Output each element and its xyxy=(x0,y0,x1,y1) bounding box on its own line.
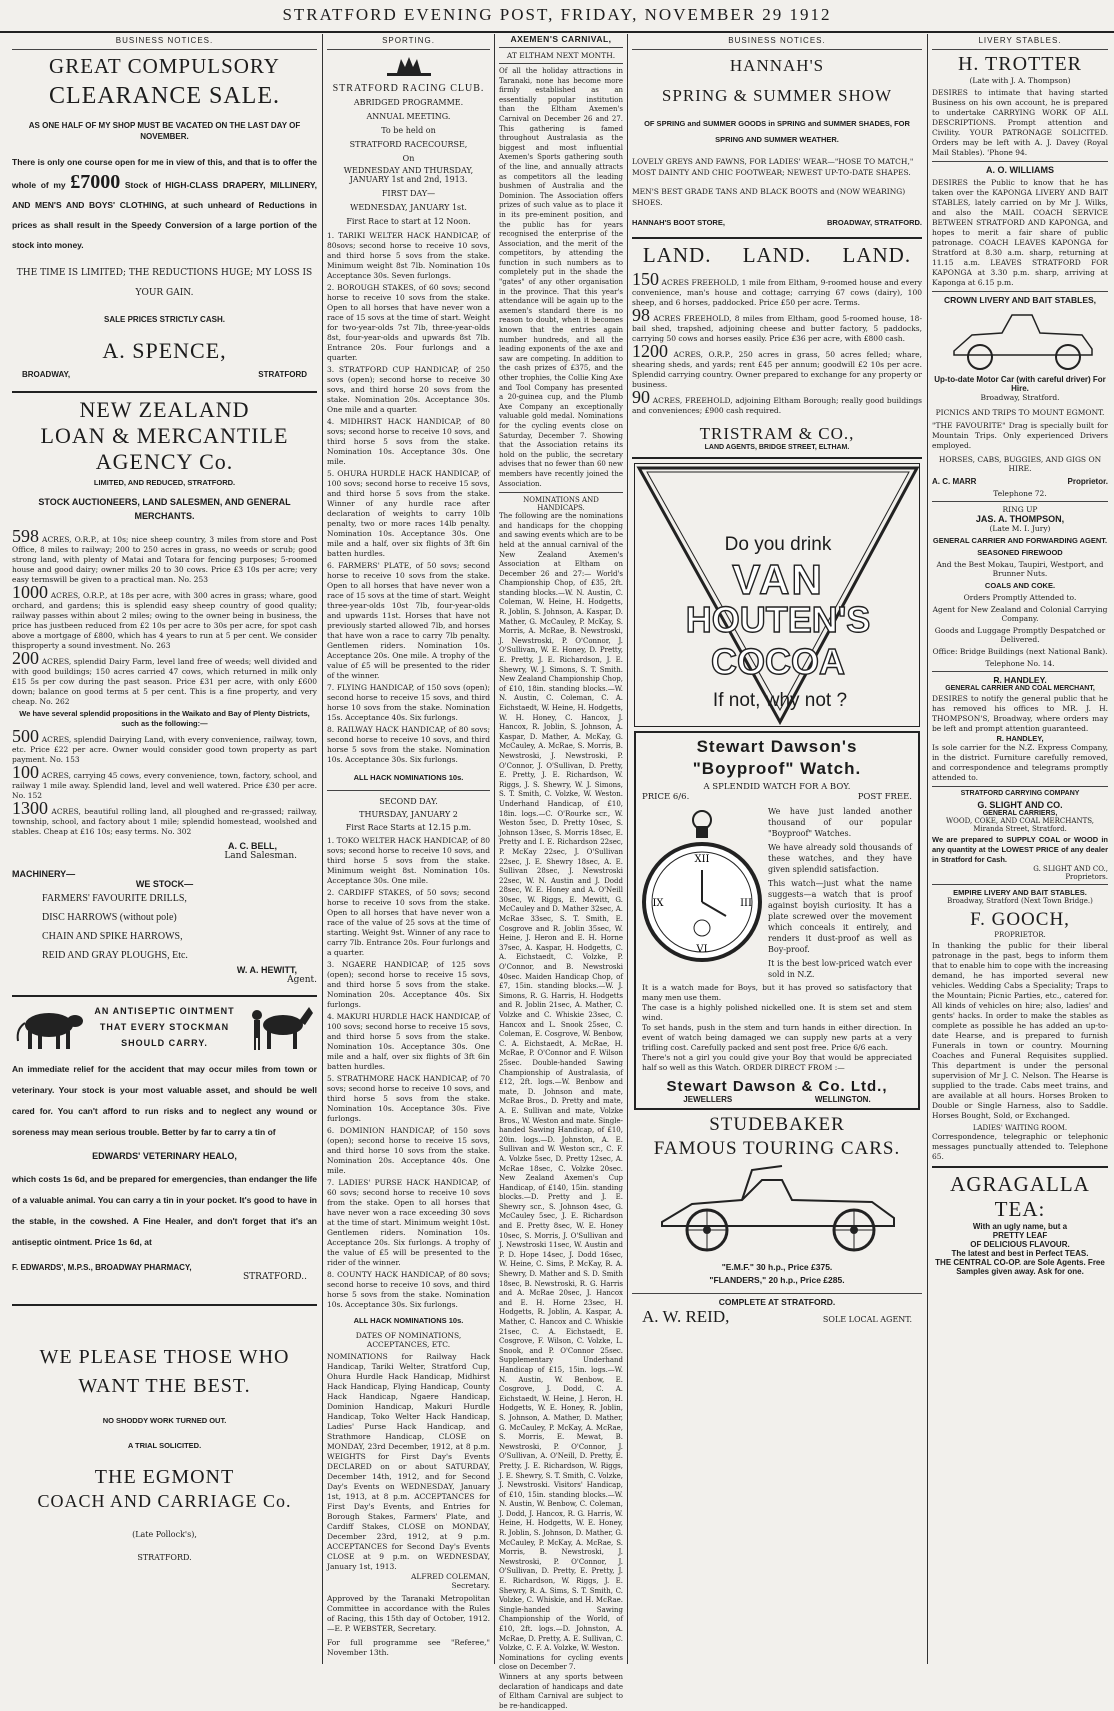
listing-acres: 100 xyxy=(12,762,39,782)
divider xyxy=(932,291,1108,292)
listing-acres: 500 xyxy=(12,726,39,746)
crown-proprietor-row xyxy=(932,477,1108,486)
watch-text-2: We have already sold thousands of these watches, and they have given splendid satisfaction. xyxy=(768,843,912,874)
spence-loc-right: STRATFORD xyxy=(258,370,307,379)
on-label: On xyxy=(402,154,415,163)
cocoa-question: Do you drink xyxy=(724,534,832,555)
spence-terms: SALE PRICES STRICTLY CASH. xyxy=(104,315,225,324)
article-title: AXEMEN'S CARNIVAL, xyxy=(510,34,612,44)
thompson-firewood: SEASONED FIREWOOD xyxy=(977,548,1063,557)
start-two: First Race Starts at 12.15 p.m. xyxy=(345,823,472,832)
listing-text: ACRES, O.R.P., at 18s per acre, with 300 acres in grass; whare, good orchard, and gardens; this is splendid easy sheep country of good quality; railway passes within about 2 miles; owing to the owner being in business, the price has justbeen reduced from £2 10s per acre to 30s per acre, for spot cash above a mortgage of £800, which has 4 years to run at 5 per cent. We consider thisproperty a sound investment. No. 263 xyxy=(12,591,317,650)
column-business-notices xyxy=(12,34,317,1664)
watch-text-8: There's not a girl you could give your Boy that would be appreciated half so well as this Watch. ORDER DIRECT FROM :— xyxy=(642,1053,912,1072)
crown-proprietor-title: Proprietor. xyxy=(1067,477,1108,486)
nzlm-title-3: AGENCY Co. xyxy=(95,449,234,474)
race-item: 6. FARMERS' PLATE, of 50 sovs; second horse to receive 10 sovs from the stake. Open to all horses that have never won a race of 15 sovs at the time of start. Weight three-year-olds 10st 7lb, four-year-olds and upwards 11st. Horses that have not previously started allowed 7lb, and horses that have won a race to carry 7lb penalty. Gentlemen riders. Nomination 10s. Acceptance 20s. One mile. A trophy of the value of £5 will be presented to the rider of the winner. xyxy=(327,561,490,680)
divider xyxy=(932,671,1108,672)
dates-heading: DATES OF NOMINATIONS, ACCEPTANCES, ETC. xyxy=(355,1331,462,1349)
tea-line-3: OF DELICIOUS FLAVOUR. xyxy=(970,1240,1070,1249)
hannah-location: BROADWAY, STRATFORD. xyxy=(826,218,922,227)
spence-body-1: There is only one course open for me in view of this, and that is to offer the whole of my xyxy=(12,157,317,190)
day-two-date: THURSDAY, JANUARY 2 xyxy=(359,810,458,819)
listing xyxy=(12,648,318,707)
crown-telephone: Telephone 72. xyxy=(993,489,1047,498)
gooch-title: PROPRIETOR. xyxy=(994,931,1046,939)
day-two-label: SECOND DAY. xyxy=(379,797,438,806)
crown-title: CROWN LIVERY AND BAIT STABLES, xyxy=(943,295,1097,305)
studebaker-title-1: STUDEBAKER xyxy=(709,1114,845,1135)
egmont-advert xyxy=(12,1346,317,1562)
watch-tag: A SPLENDID WATCH FOR A BOY. xyxy=(703,782,851,792)
held-label: To be held on xyxy=(381,126,436,135)
start-one: First Race to start at 12 Noon. xyxy=(346,217,471,226)
thompson-coke: COALS AND COKE. xyxy=(984,581,1056,590)
gooch-body: In thanking the public for their liberal patronage in the past, begs to inform them that to enable him to cope with the increasing demand, he has imported several new vehicles. Wedding Cabs a Speciality; Traps to the Mountain; Picnic Parties, etc., catered for. All kinds of vehicles on hire; also, ladies' and gents' hacks. In order to make the stables as complete as possible he has added an up-to-date Hearse, and is prepared to furnish Funerals in town or country. Mourning Coaches and Funeral Requisites supplied. This department is under the personal supervision of Mr J. C. Nelson. The Hearse is supplied to the trade. Cabs meet trains, and are available at all hours. Horses Broken to Double or Single Harness, also to Saddle. Horses Bought, Sold, or Exchanged. xyxy=(932,941,1108,1120)
thompson-best: And the Best Mokau, Taupiri, Westport, and Brunner Nuts. xyxy=(936,560,1104,578)
crown-location: Broadway, Stratford. xyxy=(980,393,1060,402)
studebaker-agent-row xyxy=(632,1307,922,1327)
column-axemen xyxy=(499,34,623,1710)
studebaker-complete: COMPLETE AT STRATFORD. xyxy=(718,1297,836,1307)
crown-favourite: "THE FAVOURITE" Drag is specially built for Mountain Trips. Only experienced Drivers employed. xyxy=(932,421,1108,450)
listing xyxy=(12,798,317,837)
watch-text-7: To set hands, push in the stem and turn hands in either direction. In event of watch being damaged we can supply new parts at a very trifling cost. Carefully packed and sent post free. Price 6/6 each. xyxy=(642,1023,912,1052)
spence-advert xyxy=(12,54,317,379)
thompson-orders: Orders Promptly Attended to. xyxy=(963,593,1077,602)
williams-body: DESIRES the Public to know that he has taken over the KAPONGA LIVERY AND BAIT STABLES, lately carried on by Mr J. Wilks, and also the MAIL COACH SERVICE BETWEEN STRATFORD AND KAPONGA, and hopes to merit a fair share of public patronage. COACH LEAVES KAPONGA for Stratford at 8.30 a.m. sharp, returning at 11.15 a.m. LEAVES STRATFORD FOR KAPONGA at 3.30 p.m. sharp, arriving at Kaponga at 6.15 p.m. xyxy=(932,178,1108,287)
watch-text-4: It is the best low-priced watch ever sold in N.Z. xyxy=(768,959,912,979)
machinery-label: MACHINERY— xyxy=(12,869,76,879)
cocoa-tagline: If not, why not ? xyxy=(712,690,848,711)
pocket-watch-icon xyxy=(642,806,762,974)
nzlm-trade: STOCK AUCTIONEERS, LAND SALESMEN, AND GENERAL MERCHANTS. xyxy=(38,497,291,521)
divider xyxy=(932,49,1108,50)
programme-label: ABRIDGED PROGRAMME. xyxy=(353,98,464,107)
land-title: LAND. LAND. LAND. xyxy=(642,243,912,267)
dates-body: NOMINATIONS for Railway Hack Handicap, Tariki Welter, Stratford Cup, Ohura Hurdle Hack Handicap, Midhirst Hack Handicap, Flying Handicap, County Hack Handicap, Ngaere Handicap, Dominion Handicap, Makuri Hurdle Handicap, Toko Welter Hack Handicap, Ladies' Purse Hack Handicap, and Strathmore Handicap, CLOSE on MONDAY, 23rd December, 1912, at 8 p.m. WEIGHTS for First Day's Events DECLARED on or about SATURDAY, December 14th, 1912, and for Second Day's Events on WEDNESDAY, January 1st, 1913, at 8 p.m. ACCEPTANCES for First Day's Events, and Entries for Borough Stakes, Farmers' Plate, and Cardiff Stakes, CLOSE on MONDAY, December 23rd, 1912, at 9 p.m. ACCEPTANCES for Second Day's Events CLOSE at 9 p.m. on WEDNESDAY, January 1st, 1913. xyxy=(327,1352,490,1571)
hannah-advert xyxy=(632,56,922,227)
crown-emblem-icon xyxy=(327,53,490,79)
watch-text-1: We have just landed another thousand of our popular "Boyproof" Watches. xyxy=(768,807,912,838)
handley-name: R. HANDLEY. xyxy=(993,675,1047,685)
divider xyxy=(499,63,623,64)
thompson-office: Office: Bridge Buildings (next National Bank). xyxy=(932,647,1108,656)
hannah-store: HANNAH'S BOOT STORE, xyxy=(632,218,725,227)
egmont-line-1: NO SHODDY WORK TURNED OUT. xyxy=(102,1416,227,1425)
svg-text:III: III xyxy=(740,898,752,909)
svg-text:IX: IX xyxy=(652,898,664,909)
divider xyxy=(632,1293,922,1294)
sleight-signature-title: Proprietors. xyxy=(1065,873,1108,881)
egmont-late: (Late Pollock's), xyxy=(132,1530,197,1539)
listing xyxy=(632,341,922,390)
cocoa-brand-3: COCOA xyxy=(711,641,845,682)
sleight-body: We are prepared to SUPPLY COAL or WOOD in any quantity at the LOWEST PRICE of any dealer in Stratford for Cash. xyxy=(932,835,1108,864)
listing-acres: 98 xyxy=(632,305,650,325)
hannah-line-1: OF SPRING and SUMMER GOODS in SPRING and SUMMER SHADES, FOR SPRING AND SUMMER WEATHER. xyxy=(644,119,910,144)
race-item: 2. BOROUGH STAKES, of 60 sovs; second horse to receive 10 sovs from the stake. Open to all horses that have never won a race of 15 sovs at the time of start. Weight for two-year-olds 7st 7lb, three-year-olds 8st, four-year-olds and upwards 8st 7lb. Entrance 20s. Four furlongs and a quarter. xyxy=(327,283,490,362)
gooch-heading: EMPIRE LIVERY AND BAIT STABLES. xyxy=(953,888,1087,897)
watch-text-5: It is a watch made for Boys, but it has proved so satisfactory that many men use them. xyxy=(642,983,912,1002)
gooch-address: Broadway, Stratford (Next Town Bridge.) xyxy=(947,897,1093,905)
handley-agent: Is sole carrier for the N.Z. Express Company, in the district. Furniture carefully removed, and correspondence and telegrams promptly attended to. xyxy=(932,743,1108,782)
listing-acres: 1000 xyxy=(12,582,48,602)
dates-label: WEDNESDAY AND THURSDAY, JANUARY 1st and 2nd, 1913. xyxy=(343,166,474,184)
race-item: 1. TOKO WELTER HACK HANDICAP, of 80 sovs; second horse to receive 10 sovs, and third horse 5 sovs from the stake. Minimum weight 8st. Nomination 10s. Acceptance 30s. One mile. xyxy=(327,836,490,885)
touring-car-icon xyxy=(632,1160,922,1256)
masthead-rule xyxy=(0,31,1114,33)
tea-line-2: PRETTY LEAF xyxy=(992,1231,1048,1240)
watch-name: "Boyproof" Watch. xyxy=(692,759,862,778)
all-hack-nominations: ALL HACK NOMINATIONS 10s. xyxy=(353,1316,464,1325)
machinery-item: DISC HARROWS (without pole) xyxy=(42,912,177,923)
cocoa-brand-1: VAN xyxy=(732,556,824,603)
divider xyxy=(932,786,1108,787)
spence-loc-left: BROADWAY, xyxy=(22,370,71,379)
hannah-line-2: LOVELY GREYS AND FAWNS, FOR LADIES' WEAR—"HOSE TO MATCH," MOST DAINTY AND CHIC FOOTWEAR; NEWEST UP-TO-DATE SHAPES. xyxy=(632,157,914,177)
watch-post-free: POST FREE. xyxy=(857,792,912,802)
tea-title-2: TEA: xyxy=(994,1197,1046,1221)
hannah-footer xyxy=(632,218,922,227)
full-programme-note: For full programme see "Referee," November 13th. xyxy=(327,1638,490,1657)
tristram-name: TRISTRAM & CO., xyxy=(699,424,855,443)
healo-advert xyxy=(12,1001,317,1282)
tea-title-1: AGRAGALLA xyxy=(950,1172,1090,1196)
article-subtitle: AT ELTHAM NEXT MONTH. xyxy=(506,51,616,60)
column-advertisements xyxy=(632,34,922,1664)
sleight-heading: STRATFORD CARRYING COMPANY xyxy=(960,790,1080,797)
column-rule xyxy=(627,34,628,1664)
studebaker-agent: A. W. REID, xyxy=(642,1307,730,1326)
divider xyxy=(12,1304,317,1306)
secretary-title: Secretary. xyxy=(451,1581,490,1590)
listing-acres: 1200 xyxy=(632,341,668,361)
spence-body-2: Stock of HIGH-CLASS DRAPERY, MILLINERY, AND MEN'S AND BOYS' CLOTHING, at such unheard of Reductions in prices as shall result in the Speedy Conversion of a large portion of the stock into money. xyxy=(12,180,317,250)
listing-intro: We have several splendid propositions in the Waikato and Bay of Plenty Districts, such as the following:— xyxy=(19,709,310,728)
tristram-address: LAND AGENTS, BRIDGE STREET, ELTHAM. xyxy=(704,444,850,451)
nzlm-title-1: NEW ZEALAND xyxy=(79,397,250,422)
race-item: 2. CARDIFF STAKES, of 50 sovs; second horse to receive 10 sovs from the stake. Open to all horses that have never won a race of the value of 25 sovs at the time of starting. Weight 9st. Winner of any race to carry 7lb. Entrance 20s. Four furlongs and a quarter. xyxy=(327,888,490,957)
healo-product: EDWARDS' VETERINARY HEALO, xyxy=(92,1151,237,1161)
watch-price-row xyxy=(642,792,912,802)
club-name: STRATFORD RACING CLUB. xyxy=(332,83,485,94)
machinery-item: REID AND GRAY PLOUGHS, Etc. xyxy=(42,950,188,961)
sleight-wood: WOOD, COKE, AND COAL MERCHANTS, xyxy=(945,817,1095,825)
gooch-ladies: LADIES' WAITING ROOM. xyxy=(972,1124,1068,1132)
divider xyxy=(12,391,317,393)
race-item: 4. MIDHIRST HACK HANDICAP, of 80 sovs; second horse to receive 10 sovs, and third horse 5 sovs from the stake. Nomination 10s. Acceptance 30s. One mile. xyxy=(327,417,490,466)
healo-title-3: SHOULD CARRY. xyxy=(121,1038,208,1048)
listing-text: ACRES, O.R.P., 250 acres in grass, 50 acres felled; whare, shearing sheds, and yards; rent £45 per annum; goodwill £2 10s per acre. Splendid carrying country. Owner prepared to exchange for any property or business. xyxy=(632,350,922,389)
divider xyxy=(12,995,317,997)
listing-text: ACRES, splendid Dairying Land, with every convenience, railway, town, etc. Price £22 per acre. Owner would consider good town property as part payment. No. 153 xyxy=(12,735,318,764)
healo-seller-location: STRATFORD.. xyxy=(243,1272,307,1282)
motor-car-icon xyxy=(932,305,1108,371)
cycling-note: Nominations for cycling events close on December 7. xyxy=(499,1653,623,1672)
healo-title-1: AN ANTISEPTIC OINTMENT xyxy=(94,1006,235,1016)
listing-acres: 150 xyxy=(632,269,659,289)
listing-text: ACRES, carrying 45 cows, every convenience, town, factory, school, and railway 1 mile away. Splendid land, level and well watered. Price £30 per acre. No. 152 xyxy=(12,771,317,800)
divider xyxy=(932,161,1108,162)
egmont-line-2: A TRIAL SOLICITED. xyxy=(127,1441,202,1450)
handley-signature: R. HANDLEY, xyxy=(996,734,1044,743)
svg-text:VI: VI xyxy=(696,944,708,955)
hannah-line-3: MEN'S BEST GRADE TANS AND BLACK BOOTS and (NOW WEARING) SHOES. xyxy=(632,187,906,207)
listing-acres: 598 xyxy=(12,526,39,546)
race-list-day-one xyxy=(327,231,490,765)
divider xyxy=(12,49,317,50)
nzlm-agent-title: Land Salesman. xyxy=(224,851,297,861)
divider xyxy=(632,49,922,50)
studebaker-flanders: "FLANDERS," 20 h.p., Price £285. xyxy=(709,1275,845,1285)
thompson-agent: Agent for New Zealand and Colonial Carrying Company. xyxy=(932,605,1108,623)
cocoa-advert xyxy=(634,463,920,727)
trotter-body: DESIRES to intimate that having started Business on his own account, he is prepared to undertake CARRYING WORK OF ALL DESCRIPTIONS. Prompt attention and Civility. YOUR PATRONAGE SOLICITED. Orders may be left with A. J. Davey (Royal Mail Stables). 'Phone 94. xyxy=(932,88,1108,157)
horse-icon xyxy=(243,1001,317,1053)
section-header: LIVERY STABLES. xyxy=(978,36,1062,45)
boyproof-watch-advert xyxy=(634,731,920,1110)
watch-text-6: The case is a highly polished nickelled one. It is stem set and stem wind. xyxy=(642,1003,912,1022)
masthead: STRATFORD EVENING POST, FRIDAY, NOVEMBER 29 1912 xyxy=(282,5,832,24)
watch-price: PRICE 6/6. xyxy=(642,792,690,802)
spence-time: THE TIME IS LIMITED; THE REDUCTIONS HUGE; MY LOSS IS YOUR GAIN. xyxy=(16,268,313,298)
egmont-name-1: THE EGMONT xyxy=(94,1466,235,1488)
listing-acres: 1300 xyxy=(12,798,48,818)
divider xyxy=(932,1166,1108,1168)
race-item: 4. MAKURI HURDLE HACK HANDICAP, of 100 sovs; second horse to receive 15 sovs, and third horse 5 sovs from the stake. Nomination 10s. Acceptance 30s. One mile and a half, over six flights of 3ft 6in batten hurdles. xyxy=(327,1012,490,1071)
race-item: 3. NGAERE HANDICAP, of 125 sovs (open); second horse to receive 15 sovs, and third horse 5 sovs from the stake. Nomination 20s. Acceptance 40s. Six furlongs. xyxy=(327,960,490,1009)
studebaker-advert xyxy=(632,1114,922,1327)
healo-seller: F. EDWARDS', M.P.S., BROADWAY PHARMACY, xyxy=(12,1263,192,1272)
listing-text: ACRES FREEHOLD, 8 miles from Eltham, good 5-roomed house, 18-bail shed, trapshed, adjoining cheese and butter factory, 5 paddocks, carrying 50 cows and horses easily. Price £36 per acre, with £800 cash. xyxy=(632,314,922,343)
race-item: 5. OHURA HURDLE HACK HANDICAP, of 100 sovs; second horse to receive 15 sovs, and third horse 5 sovs from the stake. Winner of any hurdle race after declaration of weights to carry 10lb penalty, two or more races 14lb penalty. Nomination 10s. Acceptance 30s. One mile and a half, over six flights of 3ft 6in batten hurdles. xyxy=(327,469,490,558)
trotter-name: H. TROTTER xyxy=(957,53,1083,75)
listing xyxy=(12,762,317,801)
listing-acres: 200 xyxy=(12,648,39,668)
machinery-item: FARMERS' FAVOURITE DRILLS, xyxy=(42,893,187,904)
listing-text: ACRES, splendid Dairy Farm, level land free of weeds; well divided and with good buildings; 150 acres carried 47 cows, which returned in milk only £15 5s per cow during the past season. Price £31 per acre, with only £600 down; balance on good terms at 5 per cent. This is a fine property, and very cheap. No. 262 xyxy=(12,657,318,706)
in-stock-label: WE STOCK— xyxy=(135,879,194,889)
spence-location xyxy=(12,370,317,379)
spence-body xyxy=(12,152,317,255)
cocoa-brand-2: HOUTEN'S xyxy=(685,599,871,640)
column-rule xyxy=(322,34,323,1664)
listing-acres: 90 xyxy=(632,387,650,407)
studebaker-title-2: FAMOUS TOURING CARS. xyxy=(653,1138,901,1159)
spence-amount: £7000 xyxy=(70,171,121,193)
watch-firm-location xyxy=(642,1095,912,1104)
divider xyxy=(327,790,490,791)
thompson-late: (Late M. I. Jury) xyxy=(989,524,1051,533)
divider xyxy=(499,492,623,493)
egmont-title-2: WANT THE BEST. xyxy=(78,1375,251,1397)
thompson-telephone: Telephone No. 14. xyxy=(985,659,1055,668)
trotter-late: (Late with J. A. Thompson) xyxy=(969,76,1071,85)
healo-body-2: which costs 1s 6d, and be prepared for emergencies, than endanger the life of a valuable animal. You can carry a tin in your pocket. It's good to have in the stable, in the cowshed. A Fine Healer, and don't forget that it's an antiseptic ointment. Price 1s 6d, at xyxy=(12,1174,317,1247)
machinery-list xyxy=(12,889,317,965)
divider xyxy=(632,237,922,239)
thompson-ring: RING UP xyxy=(1002,505,1038,514)
race-item: 7. LADIES' PURSE HACK HANDICAP, of 60 sovs; second horse to receive 10 sovs from the stake. Open to all horses that have never won a race exceeding 30 sovs at the time of start. Minimum weight 10st. Gentlemen riders. Nomination 10s. Acceptance 20s. Six furlongs. A trophy of the value of £5 will be presented to the rider of the winner. xyxy=(327,1178,490,1267)
listing-text: ACRES, O.R.P., at 10s; nice sheep country, 3 miles from store and Post Office, 8 miles to railway; 200 to 250 acres in grass, no weeds or scrub; good strong land, with plenty of Matai and Totara for fencing purposes; 5-roomed house and good dairy; owner milks 20 to 30 cows. Price £3 10s per acre; very easy termswill be given to a practical man. No. 253 xyxy=(12,535,318,584)
venue-label: STRATFORD RACECOURSE, xyxy=(349,140,468,149)
hannah-title-2: SPRING & SUMMER SHOW xyxy=(661,86,893,105)
race-item: 8. COUNTY HACK HANDICAP, of 80 sovs; second horse to receive 10 sovs, and third horse 5 sovs from the stake. Nomination 10s. Acceptance 30s. Six furlongs. xyxy=(327,1270,490,1309)
watch-text-3: This watch—just what the name suggests—a watch that is proof against boyish curiosity. It has a plate screwed over the movement which conceals it entirely, and renders it dust-proof as well as Boy-proof. xyxy=(768,879,912,954)
day-one-date: WEDNESDAY, JANUARY 1st. xyxy=(350,203,467,212)
listing xyxy=(632,387,922,416)
spence-notice: AS ONE HALF OF MY SHOP MUST BE VACATED ON THE LAST DAY OF NOVEMBER. xyxy=(28,121,301,141)
hewitt-name: W. A. HEWITT, xyxy=(236,965,297,975)
watch-firm: Stewart Dawson & Co. Ltd., xyxy=(666,1078,888,1095)
nominations-heading: NOMINATIONS AND HANDICAPS. xyxy=(523,496,599,513)
listing-text: ACRES, FREEHOLD, adjoining Eltham Borough; really good buildings and conveniences; £900 cash required. xyxy=(632,396,922,415)
sleight-signature: G. SLIGHT AND CO., xyxy=(1033,865,1108,873)
all-hack-nominations: ALL HACK NOMINATIONS 10s. xyxy=(353,773,464,782)
watch-brand: Stewart Dawson's xyxy=(696,737,858,756)
nominations-body: The following are the nominations and handicaps for the chopping and sawing events which are to be held at the annual carnival of the New Zealand Axemen's Association at Eltham on December 26 and 27:— World's Championship Chop, of £35, 2ft. standing blocks.—W. N. Austin, C. Coleman, W. Heine, H. Hodgetts, R. Joblin, S. Johnson, A. Kaspar, D. Mather, G. McCauley, P. McKay, S. Morris, A. McRae, B. Newstroski, J. Newstroski, P. O'Connor, J. O'Sullivan, W. E. Honey, D. Pretty, E. Pretty, J. E. Richardson, J. E. Shewry, W. J. Simons, S. T. Smith. New Zealand Championship Chop, of £10, 18in. standing blocks.—W. N. Austin, C. Coleman, C. A. Eichstaedt, W. Heine, H. Hodgetts, W. H. Honey, C. Hancox, J. Hancox, R. Joblin, S. Johnson, A. Kaspar, D. Mather, A. McKay, G. McCauley, A. McRae, S. Morris, B. Newstroski, J. Newstroski, P. O'Connor, J. O'Sullivan, D. Pretty, E. Pretty, J. E. Richardson, W. Riggs, J. S. Shewry, W. J. Simons, S. T. Smith, C. Volzke, W. Weston. Underhand Handicap, of £10, 18in. logs.—C. O'Rourke scr., W. Weston 5sec, D. Pretty 10sec, S. Johnson 13sec, S. Morris 18sec, E. Pretty and I. E. Richardson 22sec, P. McKay 22sec, J. O'Sullivan 22sec, J. E. Shewry 18sec, A. E. Sullivan 28sec, J. Newstroski 22sec, W. N. Austin and J. Dodd 28sec, W. E. Honey and A. O'Neill 30sec, W. Riggs, E. Mewitt, G. McCauley and D. Mather 32sec, A. McRae 33sec, S. T. Smith, E. Cosgrove and R. Joblin 35sec, W. Heine, J. Heron and E. H. Horne 37sec, A. Kaspar, H. Hodgetts, C. A. Eichstaedt, C. Volzke, P. O'Connor, and B. Newstroski 40sec. Maiden Handicap Chop, of £7, 15in. standing blocks.—W. J. Simons, R. G. Harris, H. Hodgetts and R. Joblin 21sec, A. Mather, C. Volzke and C. Whiskie 23sec, C. Hancox and L. Snook 25sec, C. Coleman, E. Cosgrove, W. Benbow, C. A. Eichstaedt, A. McRae, H. McRae, P. O'Connor and F. Wilson 25sec. Double-handed Sawing Championship of Australasia, of £12, 2ft. logs.—W. Benbow and mate, D. Johnson and mate, McRae Bros., D. Pretty and mate, A. E. Sullivan and mate, Volzke Bros., W. Weston and mate. Single-handed Sawing Handicap, of £10, 20in. logs.—D. Johnston, A. E. Sullivan and W. Weston scr., C. F. A. Volzke 5sec, D. Pretty 12sec, A. McRae 18sec, C. Volzke 20sec. New Zealand Axemen's Cup Handicap, of £140, 15in. standing blocks.—D. Pretty and J. E. Shewry scr., S. Johnson 4sec, G. McCauley 5sec, J. E. Richardson and E. Pretty 8sec, W. E. Honey 10sec, S. Morris, J. O'Sullivan and J. Newstroski 11sec, W. Austin and P. D. Hope 14sec, J. Dodd 16sec, W. Heine, C. Sims, P. McKay, R. A. Shewry, D. Mather and S. D. Smith 18sec, B. Newstroski, R. G. Harris and A. McRae 20sec, J. Hancox and E. H. Horne 23sec, H. Hodgetts, R. Joblin, A. Kaspar, A. Mather, C. Hancox and C. Whiskie 21sec, C. A. Eichstaedt, E. Cosgrove, F. Wilson, C. Volzke, L. Snook, and P. O'Connor 25sec. Supplementary Underhand Handicap of £15, 15in. logs.—W. N. Austin, W. Benbow, E. Cosgrove, J. Dodd, C. A. Eichstaedt, W. Heine, J. Heron, H. Hodgetts, W. E. Honey, R. Joblin, S. Johnson, A. Mather, D. Mather, G. McCauley, P. McKay, A. McRae, S. Morris, E. Mewat, B. Newstroski, P. O'Connor, J. O'Sullivan, A. O'Neill, D. Pretty, E. Pretty, J. E. Richardson, W. Riggs, J. E. Shewry, S. T. Smith, C. Volzke, J. Newstroski. Visitors' Handicap, of £10, 15in. standing blocks.—W. N. Austin, W. Benbow, C. Coleman, J. Dodd, J. Hancox, R. G. Harris, W. Heine, H. Hodgetts, W. E. Honey, R. Joblin, S. Johnson, D. Mather, G. McCauley, P. McKay, A. McRae, S. Morris, B. Newstroski, J. Newstroski, P. O'Connor, J. O'Sullivan, D. Pretty, E. Pretty, J. E. Richardson, W. Riggs, J. E. Shewry, R. A. Sims, S. T. Smith, C. Volzke, C. Whiskie, and H. McRae. Single-handed Sawing Championship of the World, of £10, 2ft. logs.—D. Johnston, A. McRae, D. Pretty, A. E. Sullivan, C. Volzke, C. F. A. Volzke, W. Weston. xyxy=(499,512,623,1653)
meeting-label: ANNUAL MEETING. xyxy=(366,112,451,121)
divider xyxy=(932,501,1108,502)
divider xyxy=(327,49,490,50)
secretary-name: ALFRED COLEMAN, xyxy=(410,1572,490,1581)
egmont-title-1: WE PLEASE THOSE WHO xyxy=(39,1346,290,1368)
day-one-label: FIRST DAY— xyxy=(381,189,436,198)
listing xyxy=(632,269,922,308)
section-header: BUSINESS NOTICES. xyxy=(115,36,214,45)
rehandicap-note: Winners at any sports between declaration of handicaps and date of Eltham Carnival are subject to be re-handicapped. xyxy=(499,1672,623,1710)
sleight-address: Miranda Street, Stratford. xyxy=(973,825,1067,833)
egmont-name-2: COACH AND CARRIAGE Co. xyxy=(37,1491,292,1511)
race-item: 5. STRATHMORE HACK HANDICAP, of 70 sovs; second horse to receive 10 sovs, and third horse 5 sovs from the stake. Nomination 10s. Acceptance 30s. Five furlongs. xyxy=(327,1074,490,1123)
listing xyxy=(12,526,318,585)
listing xyxy=(12,726,318,765)
race-item: 8. RAILWAY HACK HANDICAP, of 80 sovs; second horse to receive 10 sovs, and third horse 5 sovs from the stake. Nomination 10s. Acceptance 30s. Six furlongs. xyxy=(327,725,490,764)
column-rule xyxy=(494,34,495,1664)
divider xyxy=(499,47,623,48)
listing xyxy=(12,582,317,651)
spence-title-2: CLEARANCE SALE. xyxy=(49,83,280,109)
tea-line-5: THE CENTRAL CO-OP. are Sole Agents. Free Samples given away. Ask for one. xyxy=(935,1258,1105,1276)
approval-note: Approved by the Taranaki Metropolitan Committee in accordance with the Rules of Racing, this 15th day of October, 1912.—E. P. WEBSTER, Secretary. xyxy=(327,1594,490,1633)
studebaker-agent-title: SOLE LOCAL AGENT. xyxy=(822,1315,912,1324)
bull-icon xyxy=(12,1001,86,1053)
spence-name: A. SPENCE, xyxy=(102,338,227,363)
land-advert xyxy=(632,243,922,451)
svg-text:XII: XII xyxy=(694,854,710,865)
thompson-body: GENERAL CARRIER AND FORWARDING AGENT. xyxy=(932,536,1108,545)
section-header: BUSINESS NOTICES. xyxy=(728,36,826,45)
race-item: 1. TARIKI WELTER HACK HANDICAP, of 80sovs; second horse to receive 10 sovs, and third horse 5 sovs from the stake. Minimum weight 8st 7lb. Nomination 10s Acceptance 30s. Seven furlongs. xyxy=(327,231,490,280)
nzlm-title-2: LOAN & MERCANTILE xyxy=(40,423,289,448)
hewitt-title: Agent. xyxy=(287,975,317,985)
thompson-goods: Goods and Luggage Promptly Despatched or Delivered. xyxy=(934,626,1106,644)
crown-horses: HORSES, CABS, BUGGIES, AND GIGS ON HIRE. xyxy=(938,455,1102,473)
hannah-title-1: HANNAH'S xyxy=(729,56,825,75)
race-item: 3. STRATFORD CUP HANDICAP, of 250 sovs (open); second horse to receive 30 sovs, and third horse 20 sovs from the stake. Nomination 20s. Acceptance 30s. One mile and a quarter. xyxy=(327,365,490,414)
race-item: 7. FLYING HANDICAP, of 150 sovs (open); second horse to receive 15 sovs, and third horse 10 sovs from the stake. Nomination 15s. Acceptance 40s. Six furlongs. xyxy=(327,683,490,722)
race-item: 6. DOMINION HANDICAP, of 150 sovs (open); second horse to receive 15 sovs, and third horse 10 sovs from the stake. Nomination 20s. Acceptance 40s. One mile. xyxy=(327,1126,490,1175)
healo-title-2: THAT EVERY STOCKMAN xyxy=(99,1022,230,1032)
egmont-location: STRATFORD. xyxy=(137,1553,192,1562)
race-list-day-two xyxy=(327,836,490,1310)
thompson-name: JAS. A. THOMPSON, xyxy=(975,514,1065,524)
listing-text: ACRES, beautiful rolling land, all ploughed and re-grassed; railway, township, school, and factory about 1 mile; splendid homestead, woolshed and stables. Cheap at £16 10s; easy terms. No. 302 xyxy=(12,807,317,836)
article-paragraph: Of all the holiday attractions in Taranaki, none has become more firmly established as an essentially popular institution than the Eltham Axemen's Carnival on December 26 and 27. This gathering is famed throughout Australasia as the biggest and most influential Axemen's Sports gathering south of the line, and annually attracts as competitors all the leading bushmen of Australia and the Dominion. The Association offers prizes of such value as to place it in its pre-eminent position, and the public has for years recognised the enterprise of the Association, and the merit of the competitors, by attending the function in such numbers as to completely put in the shade the "gates" of any other organisation in the province. That this year's attendance will be again up to the axemen's standard there is no reason to doubt, when it becomes known that the entries again number hundreds, and all the leading exponents of the axe and saw are competing. In addition to the cash prizes of £375, and the other trophies, the Collie King Axe and Tool Company has presented a 20-guinea cup, and the Plumb Axe Company an exceptionally valuable gold medal. Nominations for the cycling events close on Saturday, December 7. Showing that the Association retains its hold on the public, the secretary advises that no fewer than 60 new members have recently joined the Association. xyxy=(499,67,623,488)
tea-line-4: The latest and best in Perfect TEAS. xyxy=(951,1249,1089,1258)
gooch-correspondence: Correspondence, telegraphic or telephonic messages punctually attended to. Telephone 65. xyxy=(932,1132,1108,1161)
watch-jewellers: JEWELLERS xyxy=(683,1095,733,1104)
listing-text: ACRES FREEHOLD, 1 mile from Eltham, 9-roomed house and every convenience, man's house and cottage; carrying 67 cows (dairy), 100 sheep, and 6 horses, paddocked. Price £50 per acre. Terms. xyxy=(632,278,922,307)
column-livery-stables xyxy=(932,34,1108,1664)
tea-line-1: With an ugly name, but a xyxy=(972,1222,1068,1231)
nzlm-agent: A. C. BELL, xyxy=(228,841,277,851)
nzlm-sub: LIMITED, AND REDUCED, STRATFORD. xyxy=(93,478,236,487)
spence-title-1: GREAT COMPULSORY xyxy=(49,54,280,78)
nzlm-advert xyxy=(12,397,317,985)
column-sporting xyxy=(327,34,490,1664)
sleight-sub: GENERAL CARRIERS, xyxy=(982,810,1058,817)
nzlm-listings xyxy=(12,526,318,837)
studebaker-emf: "E.M.F." 30 h.p., Price £375. xyxy=(721,1262,833,1272)
healo-body: An immediate relief for the accident that may occur miles from town or veterinary. Your stock is your most valuable asset, and should be well cared for. You can't afford to run risks and to neglect any wound or soreness may mean serious trouble. Better by far to carry a tin of xyxy=(12,1064,317,1137)
crown-proprietor: A. C. MARR xyxy=(932,477,977,486)
watch-city: WELLINGTON. xyxy=(814,1095,871,1104)
crown-picnic: PICNICS AND TRIPS TO MOUNT EGMONT. xyxy=(935,408,1105,417)
machinery-item: CHAIN AND SPIKE HARROWS, xyxy=(42,931,183,942)
section-header: SPORTING. xyxy=(382,36,435,45)
handley-sub: GENERAL CARRIER AND COAL MERCHANT, xyxy=(945,685,1095,692)
sleight-name: G. SLIGHT AND CO. xyxy=(977,800,1063,810)
handley-body: DESIRES to notify the general public that he has removed his offices to MR. J. H. THOMPSON'S, Broadway, where orders may be left and prompt attention guaranteed. xyxy=(932,694,1108,733)
column-rule xyxy=(927,34,928,1664)
gooch-name: F. GOOCH, xyxy=(970,909,1070,930)
williams-name: A. O. WILLIAMS xyxy=(986,165,1054,175)
listing xyxy=(632,305,922,344)
divider xyxy=(932,884,1108,885)
divider xyxy=(632,457,922,459)
crown-car: Up-to-date Motor Car (with careful driver) For Hire. xyxy=(934,375,1106,393)
